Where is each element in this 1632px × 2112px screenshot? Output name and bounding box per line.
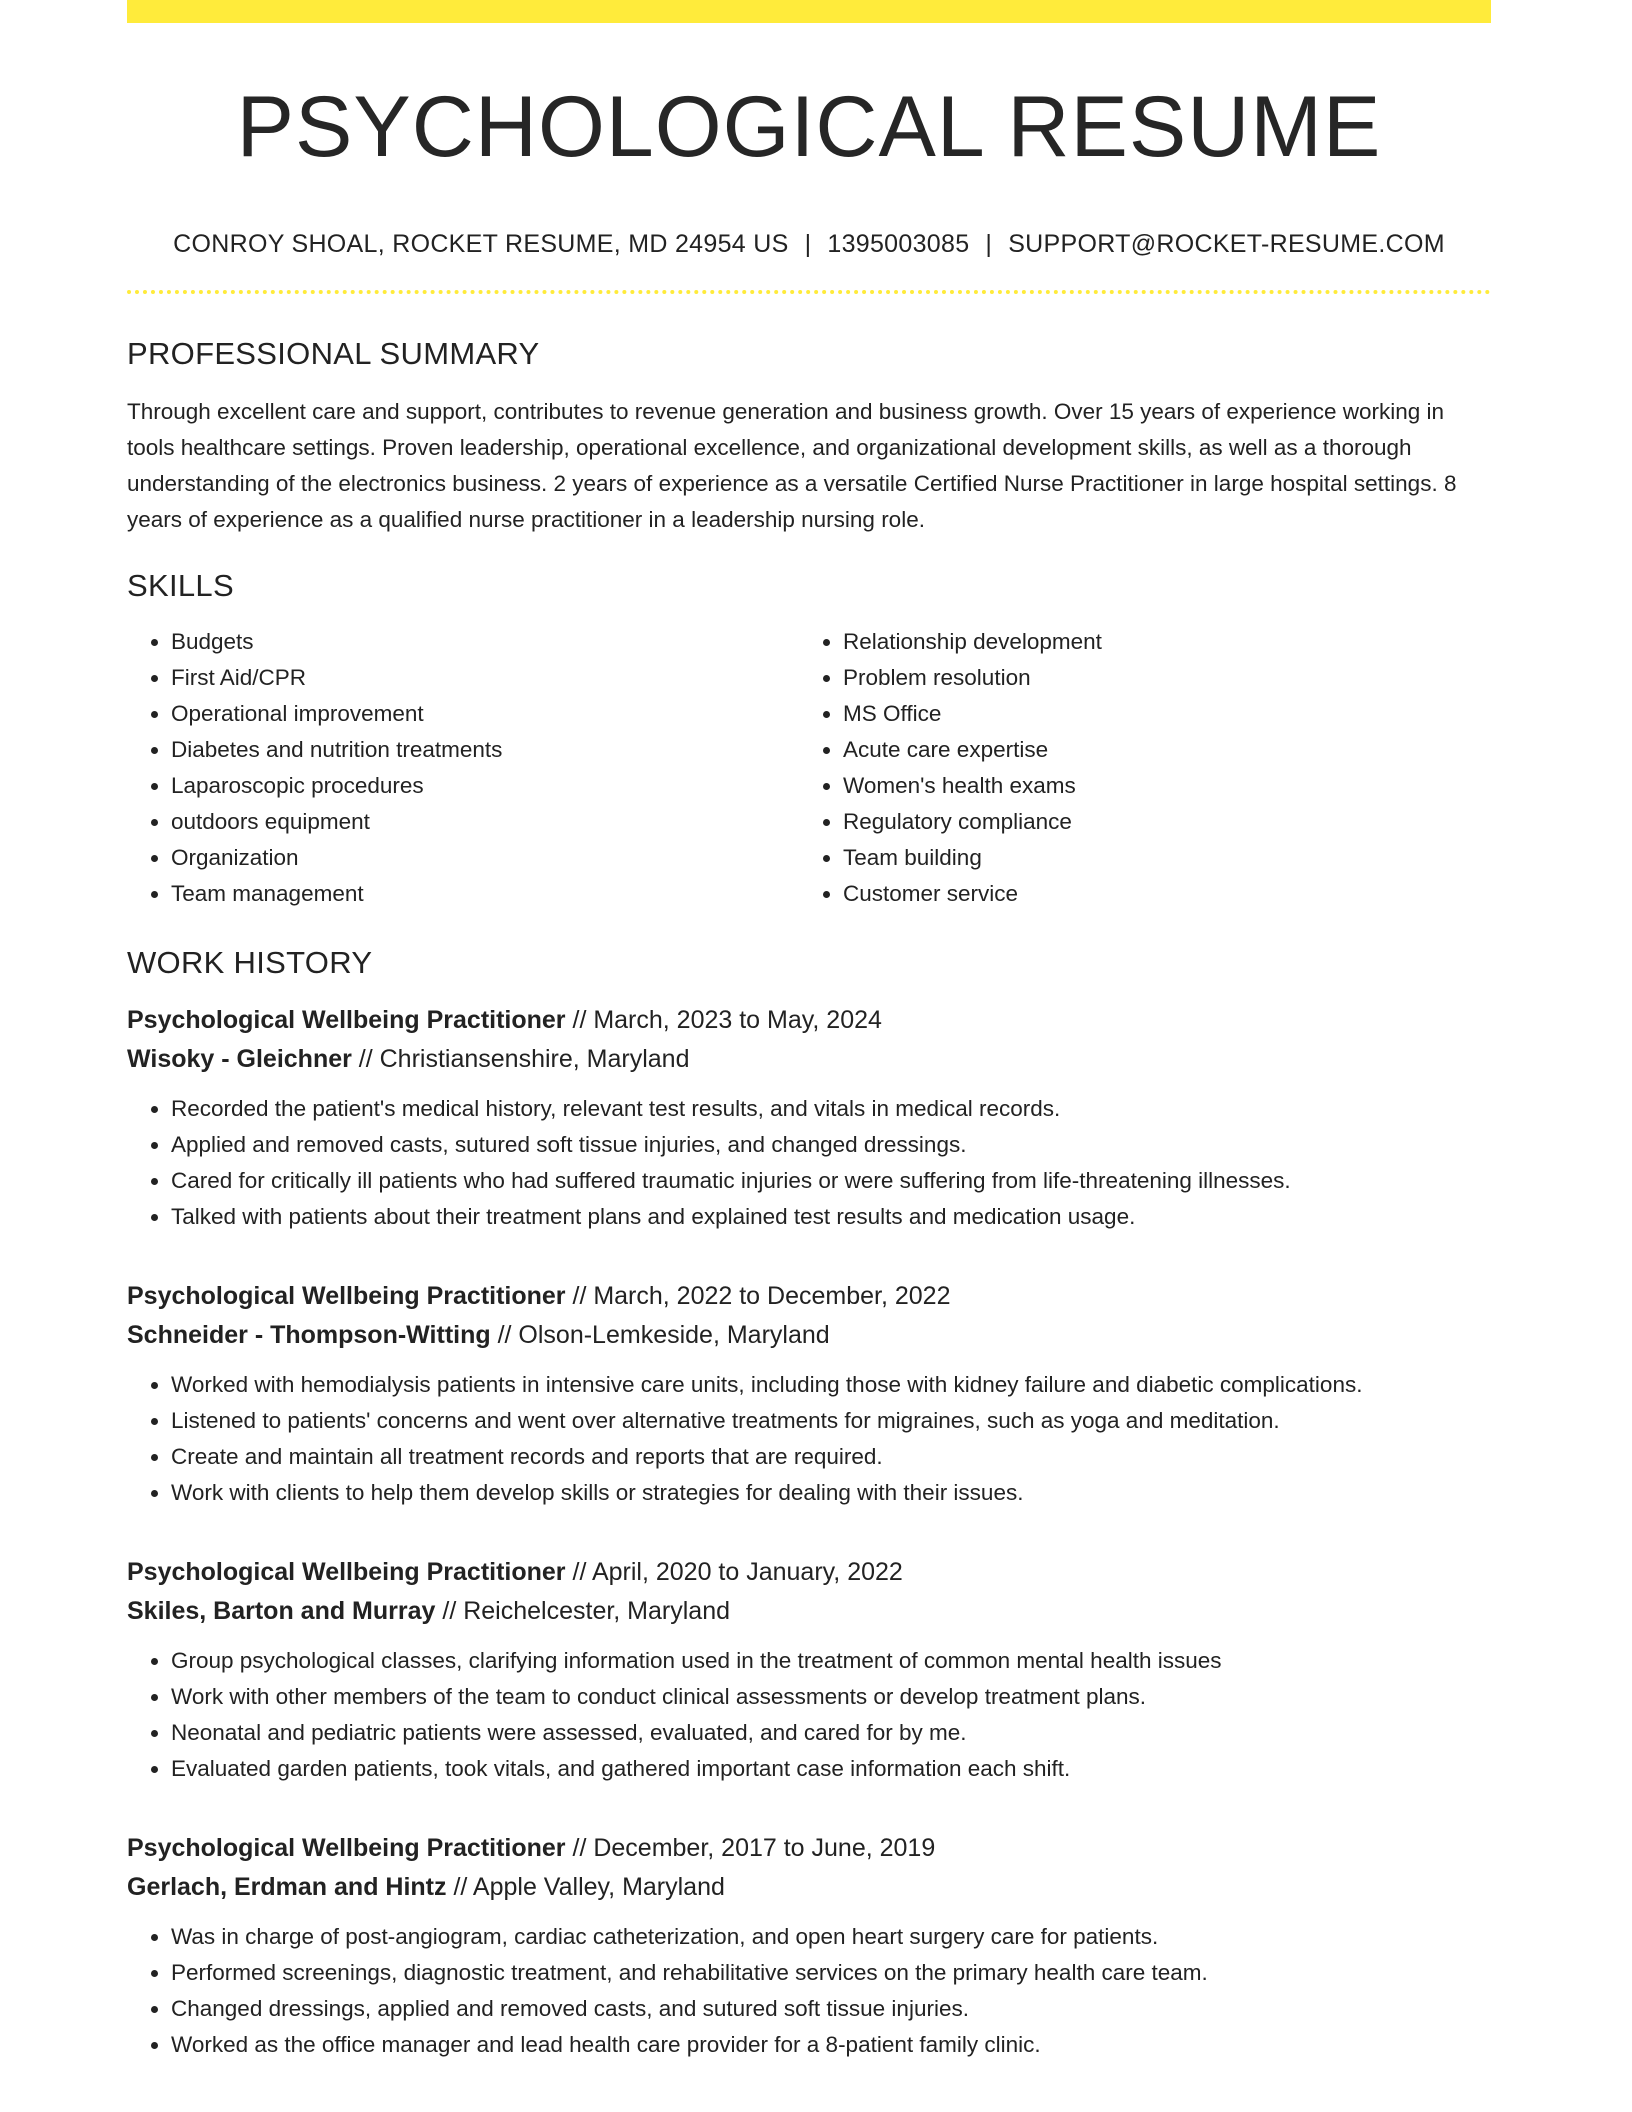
summary-heading: PROFESSIONAL SUMMARY	[127, 335, 540, 371]
job-bullet: • Worked as the office manager and lead health care provider for a 8-patient family clinic.	[171, 2027, 1491, 2063]
job-bullet: • Performed screenings, diagnostic treatment, and rehabilitative services on the primary health care team.	[171, 1955, 1491, 1991]
job-entry	[127, 1001, 1491, 1235]
skill-item: • Team management	[171, 876, 799, 912]
skill-item: • outdoors equipment	[171, 804, 799, 840]
summary-text: Through excellent care and support, contributes to revenue generation and business growth. Over 15 years of experience working in tools healthcare settings. Proven leadership, operational excellence, and organizational development skills, as well as a thorough understanding of the electronics business. 2 years of experience as a versatile Certified Nurse Practitioner in large hospital settings. 8 years of experience as a qualified nurse practitioner in a leadership nursing role.	[127, 398, 1457, 532]
job-bullets	[127, 1367, 1491, 1511]
skill-item: • Team building	[843, 840, 1471, 876]
job-bullet: • Evaluated garden patients, took vitals, and gathered important case information each shift.	[171, 1751, 1491, 1787]
job-bullets	[127, 1091, 1491, 1235]
skill-item: • MS Office	[843, 696, 1471, 732]
resume-title: PSYCHOLOGICAL RESUME	[236, 79, 1382, 175]
skill-item: • Women's health exams	[843, 768, 1471, 804]
skill-item: • Organization	[171, 840, 799, 876]
job-company: Skiles, Barton and Murray	[127, 1596, 436, 1625]
job-bullets	[127, 1643, 1491, 1787]
job-bullet: • Listened to patients' concerns and went over alternative treatments for migraines, such as yoga and meditation.	[171, 1403, 1491, 1439]
skill-item: • Diabetes and nutrition treatments	[171, 732, 799, 768]
job-title: Psychological Wellbeing Practitioner	[127, 1557, 566, 1586]
skills-list-right	[799, 624, 1471, 912]
job-bullet: • Recorded the patient's medical history, relevant test results, and vitals in medical records.	[171, 1091, 1491, 1127]
contact-address: CONROY SHOAL, ROCKET RESUME, MD 24954 US	[173, 229, 789, 258]
top-accent-bar	[127, 0, 1491, 23]
contact-phone: 1395003085	[827, 229, 970, 258]
work-history-section	[127, 945, 1491, 2063]
job-company-line	[127, 1040, 1491, 1079]
job-bullet: • Work with clients to help them develop skills or strategies for dealing with their issues.	[171, 1475, 1491, 1511]
job-title-line	[127, 1001, 1491, 1040]
job-bullet: • Group psychological classes, clarifying information used in the treatment of common mental health issues	[171, 1643, 1491, 1679]
job-title-line	[127, 1277, 1491, 1316]
job-dates: // April, 2020 to January, 2022	[565, 1557, 903, 1586]
job-location: // Christiansenshire, Maryland	[351, 1044, 690, 1073]
job-bullet: • Was in charge of post-angiogram, cardiac catheterization, and open heart surgery care for patients.	[171, 1919, 1491, 1955]
job-bullet: • Talked with patients about their treatment plans and explained test results and medication usage.	[171, 1199, 1491, 1235]
summary-section	[127, 336, 1491, 538]
skill-item: • First Aid/CPR	[171, 660, 799, 696]
job-bullet: • Neonatal and pediatric patients were assessed, evaluated, and cared for by me.	[171, 1715, 1491, 1751]
job-title: Psychological Wellbeing Practitioner	[127, 1005, 566, 1034]
job-company: Wisoky - Gleichner	[127, 1044, 352, 1073]
job-bullet: • Worked with hemodialysis patients in intensive care units, including those with kidney failure and diabetic complications.	[171, 1367, 1491, 1403]
job-company-line	[127, 1868, 1491, 1907]
skill-item: • Regulatory compliance	[843, 804, 1471, 840]
resume-page	[127, 0, 1491, 2063]
skills-grid	[127, 624, 1491, 912]
skills-section	[127, 568, 1491, 912]
contact-separator: |	[804, 229, 812, 258]
job-entry	[127, 1829, 1491, 2063]
job-company-line	[127, 1592, 1491, 1631]
job-dates: // December, 2017 to June, 2019	[565, 1833, 936, 1862]
contact-separator: |	[985, 229, 993, 258]
skills-list-left	[127, 624, 799, 912]
skill-item: • Laparoscopic procedures	[171, 768, 799, 804]
job-title: Psychological Wellbeing Practitioner	[127, 1281, 566, 1310]
skill-item: • Acute care expertise	[843, 732, 1471, 768]
skill-item: • Problem resolution	[843, 660, 1471, 696]
job-dates: // March, 2023 to May, 2024	[565, 1005, 882, 1034]
job-title: Psychological Wellbeing Practitioner	[127, 1833, 566, 1862]
job-location: // Reichelcester, Maryland	[435, 1596, 731, 1625]
contact-email: SUPPORT@ROCKET-RESUME.COM	[1008, 229, 1445, 258]
job-location: // Olson-Lemkeside, Maryland	[490, 1320, 830, 1349]
job-company: Gerlach, Erdman and Hintz	[127, 1872, 447, 1901]
job-bullets	[127, 1919, 1491, 2063]
dotted-divider	[127, 290, 1491, 294]
skill-item: • Customer service	[843, 876, 1471, 912]
contact-line	[127, 230, 1491, 259]
skill-item: • Relationship development	[843, 624, 1471, 660]
job-entry	[127, 1553, 1491, 1787]
job-bullet: • Changed dressings, applied and removed casts, and sutured soft tissue injuries.	[171, 1991, 1491, 2027]
job-company-line	[127, 1316, 1491, 1355]
skills-heading: SKILLS	[127, 567, 234, 603]
job-title-line	[127, 1553, 1491, 1592]
job-bullet: • Applied and removed casts, sutured soft tissue injuries, and changed dressings.	[171, 1127, 1491, 1163]
skill-item: • Operational improvement	[171, 696, 799, 732]
job-location: // Apple Valley, Maryland	[446, 1872, 725, 1901]
job-bullet: • Work with other members of the team to conduct clinical assessments or develop treatment plans.	[171, 1679, 1491, 1715]
job-entry	[127, 1277, 1491, 1511]
job-bullet: • Create and maintain all treatment records and reports that are required.	[171, 1439, 1491, 1475]
job-bullet: • Cared for critically ill patients who had suffered traumatic injuries or were suffering from life-threatening illnesses.	[171, 1163, 1491, 1199]
job-dates: // March, 2022 to December, 2022	[565, 1281, 951, 1310]
work-history-heading: WORK HISTORY	[127, 944, 373, 980]
job-company: Schneider - Thompson-Witting	[127, 1320, 491, 1349]
skill-item: • Budgets	[171, 624, 799, 660]
job-title-line	[127, 1829, 1491, 1868]
